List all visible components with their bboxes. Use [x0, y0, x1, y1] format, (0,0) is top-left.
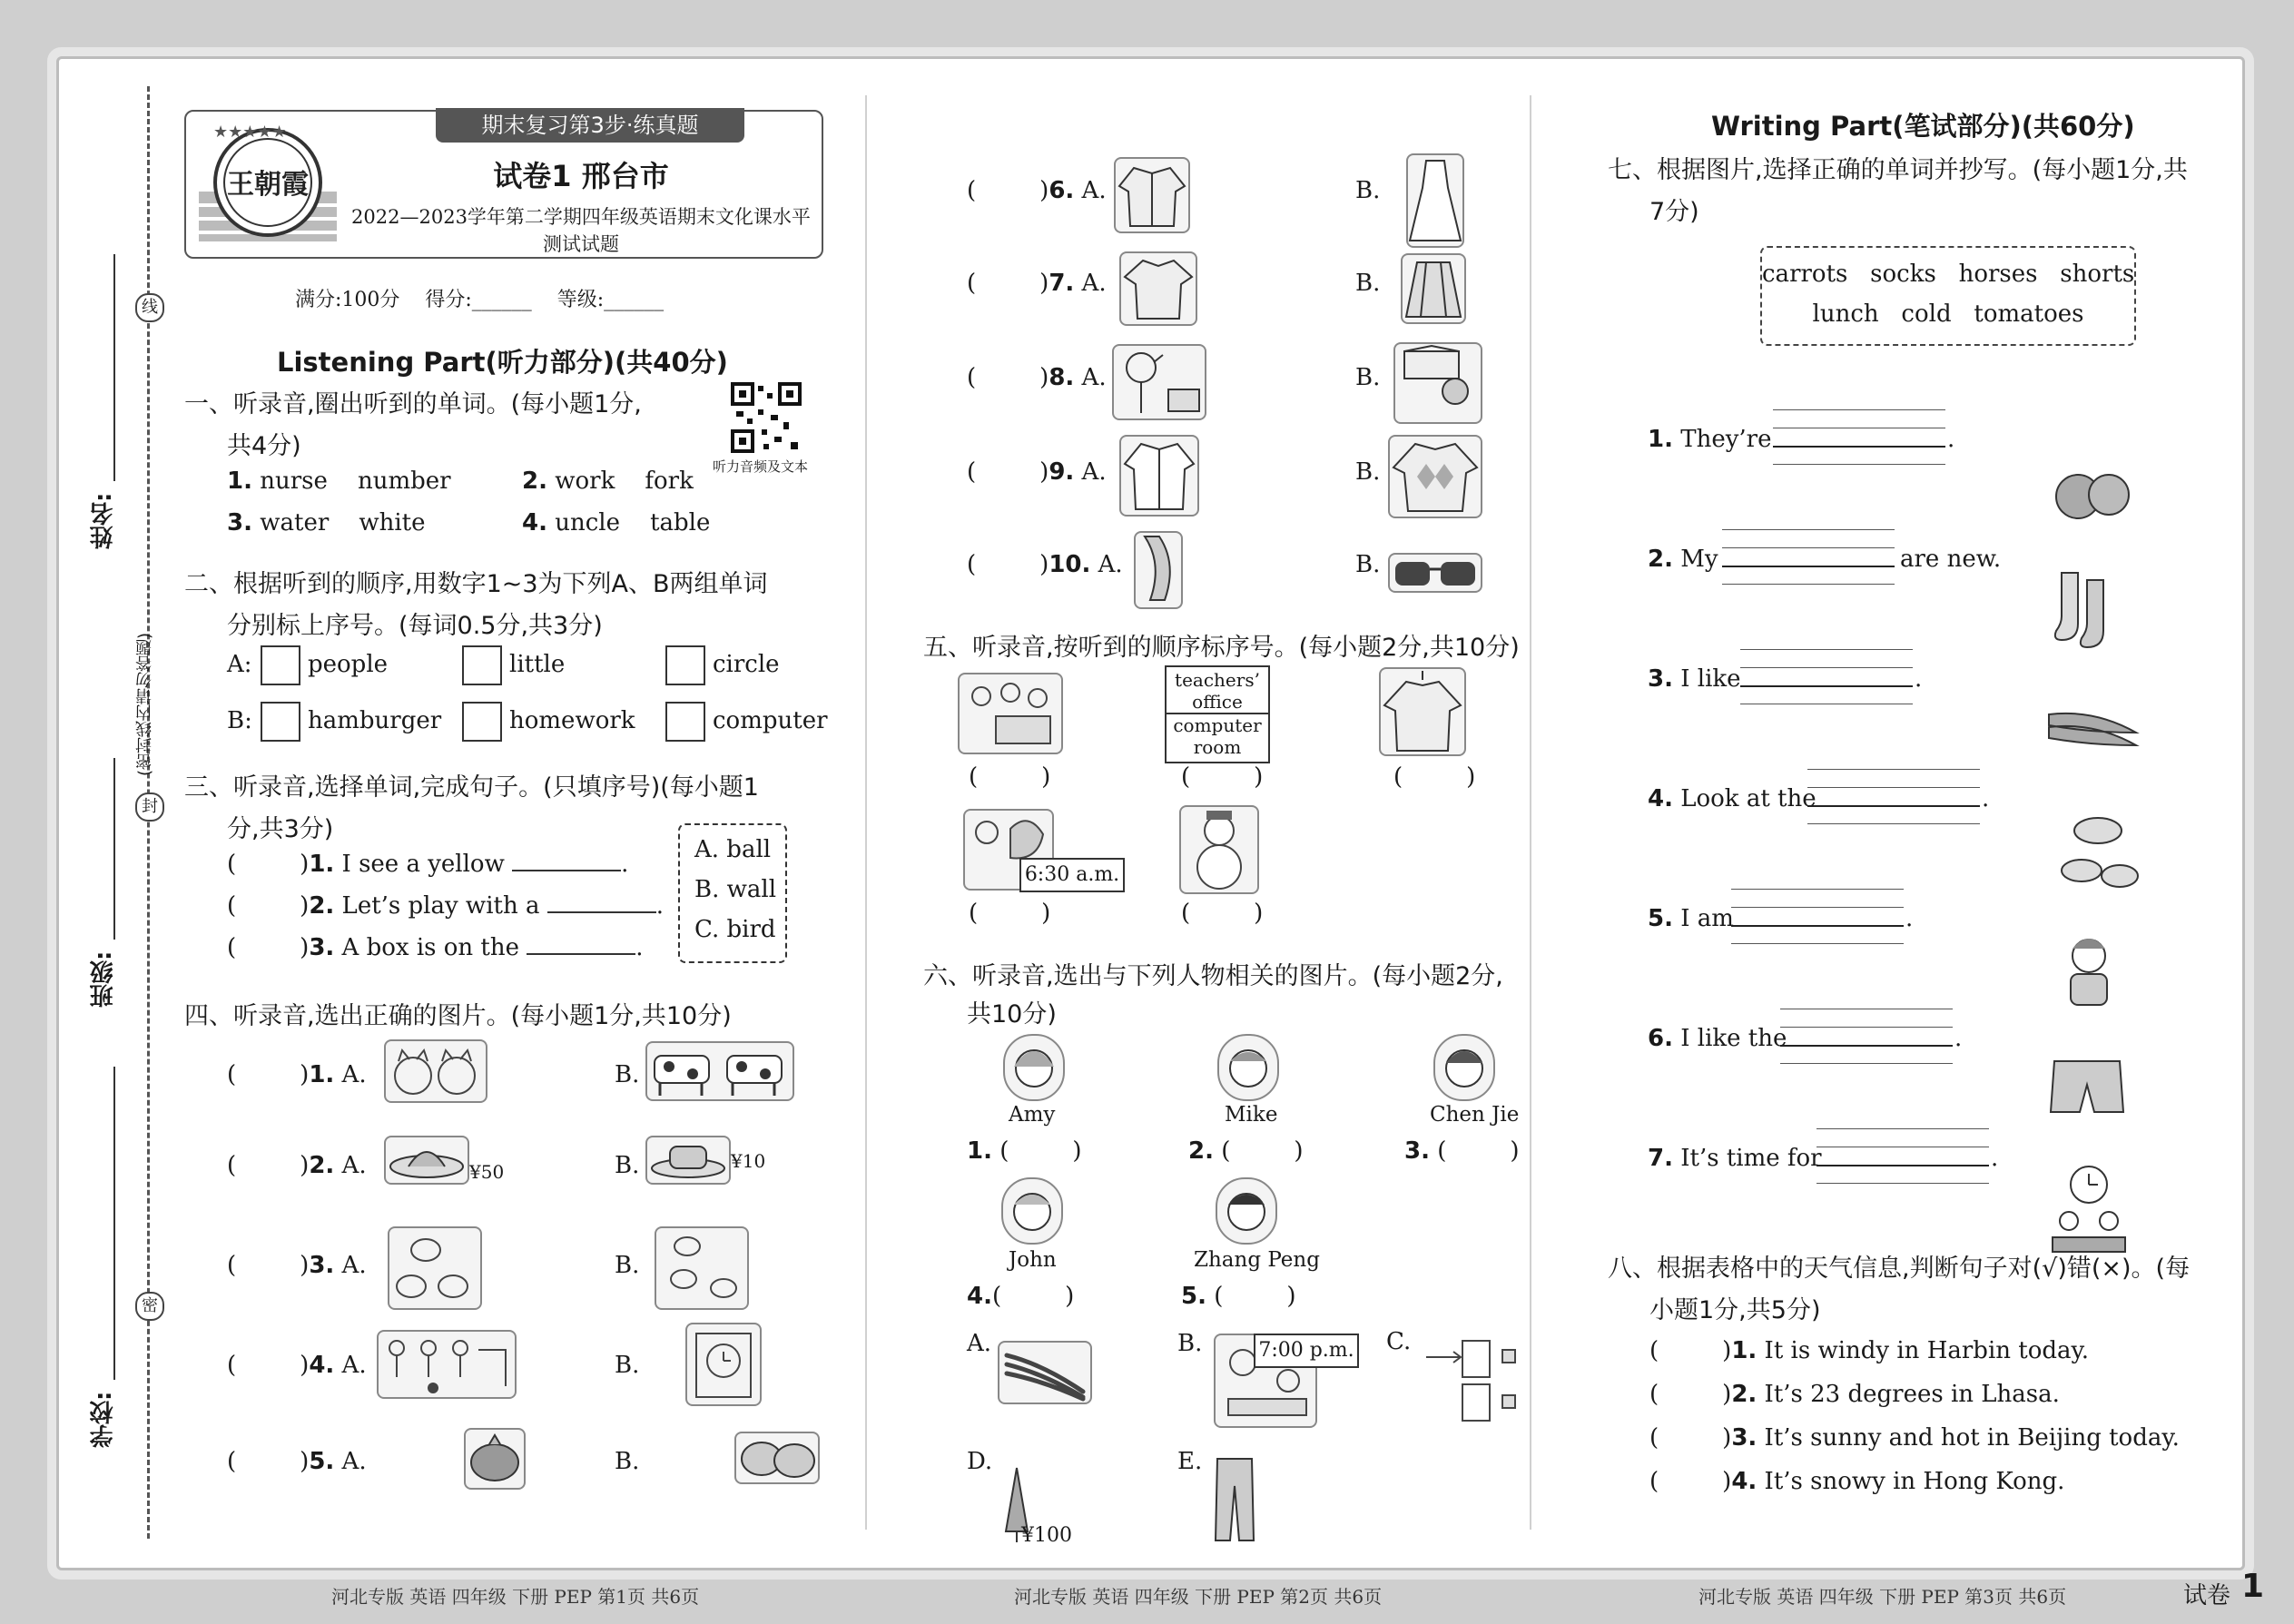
order-box[interactable] — [665, 645, 705, 685]
s4-item: ( )5. A. — [227, 1448, 367, 1475]
s3-item: ( )1. I see a yellow . — [227, 851, 629, 878]
seal-mark-mi: 密 — [135, 1292, 164, 1321]
clock-image[interactable] — [685, 1323, 762, 1406]
qr-caption: 听力音频及文本 — [713, 458, 809, 475]
writing-lines[interactable] — [1773, 409, 1945, 464]
s1-word[interactable]: work — [555, 468, 615, 495]
s3-option: A. ball — [694, 836, 772, 863]
sign-text: office — [1192, 691, 1243, 713]
s1-word[interactable]: water — [260, 509, 330, 536]
s4-item: ( )3. A. — [227, 1252, 367, 1279]
s1-item: 3. water white — [227, 509, 426, 536]
chen-jie-avatar — [1433, 1034, 1495, 1101]
score-line: 满分:100分 得分:______ 等级:______ — [295, 289, 665, 311]
zhang-peng-avatar — [1216, 1177, 1277, 1245]
s3-title-2: 分,共3分) — [227, 815, 334, 843]
header-box — [184, 110, 823, 259]
dress-image[interactable] — [1406, 153, 1464, 248]
s5-answer: ( ) — [969, 763, 1051, 791]
s5-answer: ( ) — [1181, 763, 1264, 791]
answer-blank[interactable] — [547, 911, 656, 913]
seal-warning: (密封线内请勿答题) — [135, 632, 154, 776]
sign-text: room — [1193, 736, 1242, 758]
s7-item: 5. I am — [1648, 905, 1734, 932]
s6-option-label: E. — [1177, 1448, 1203, 1475]
john-avatar — [1001, 1177, 1063, 1245]
s7-item-end: are new. — [1900, 546, 2002, 573]
scarf-image[interactable] — [1134, 531, 1183, 609]
s3-option: C. bird — [694, 916, 776, 943]
person-name: Amy — [1009, 1103, 1056, 1127]
person-name: Zhang Peng — [1194, 1248, 1320, 1272]
writing-lines[interactable] — [1816, 1128, 1989, 1183]
order-box[interactable] — [462, 702, 502, 742]
s6-option-label: D. — [967, 1448, 993, 1475]
s2-b-item: homework — [462, 702, 635, 742]
logo-text: 王朝霞 — [227, 169, 309, 201]
s2-title-2: 分别标上序号。(每词0.5分,共3分) — [227, 612, 603, 640]
s3-option: B. wall — [694, 876, 777, 903]
s1-word[interactable]: table — [650, 509, 711, 536]
skirt-image[interactable] — [1401, 253, 1466, 324]
s7-item-end: . — [1905, 905, 1914, 932]
checklist-image[interactable] — [1421, 1334, 1524, 1432]
s3-title: 三、听录音,选择单词,完成句子。(只填序号)(每小题1 — [184, 773, 759, 802]
writing-lines[interactable] — [1731, 889, 1904, 943]
s1-item: 2. work fork — [522, 468, 694, 495]
s6-title-2: 共10分) — [967, 1000, 1057, 1029]
shirt-image[interactable] — [1119, 435, 1199, 517]
s7-item-end: . — [1954, 1025, 1963, 1052]
s7-item: 6. I like the — [1648, 1025, 1787, 1052]
sign-text: computer — [1173, 714, 1262, 736]
s1-item: 1. nurse number — [227, 468, 451, 495]
s1-word[interactable]: uncle — [555, 509, 620, 536]
column-divider — [865, 95, 867, 1530]
s8-title: 八、根据表格中的天气信息,判断句子对(√)错(×)。(每 — [1608, 1255, 2191, 1283]
class-field[interactable] — [113, 758, 115, 940]
cold-boy-image — [2054, 929, 2123, 1010]
hat-price-a: ¥50 — [469, 1161, 505, 1183]
sign-text: teachers’ — [1175, 669, 1260, 691]
s8-item: ( )1. It is windy in Harbin today. — [1649, 1337, 2090, 1364]
writing-lines[interactable] — [1722, 529, 1895, 584]
order-box[interactable] — [261, 645, 300, 685]
s4-item: ( )10. A. — [967, 551, 1123, 578]
s8-item: ( )3. It’s sunny and hot in Beijing today. — [1649, 1424, 2180, 1452]
tomatoes-image — [2047, 462, 2138, 527]
word-bank-row: lunch cold tomatoes — [1812, 300, 2084, 328]
listening-title: Listening Part(听力部分)(共40分) — [277, 347, 728, 378]
s6-option-label: C. — [1386, 1328, 1412, 1355]
s4-item: ( )6. A. — [967, 177, 1107, 204]
s6-option-label: B. — [1177, 1330, 1203, 1357]
class-label: 班级: — [90, 950, 117, 1008]
person-name: Chen Jie — [1430, 1103, 1520, 1127]
s7-item: 4. Look at the — [1648, 785, 1816, 812]
s3-options-box — [678, 823, 787, 963]
s7-item: 3. I like — [1648, 665, 1741, 693]
beans-image[interactable] — [998, 1341, 1092, 1404]
s1-title: 一、听录音,圈出听到的单词。(每小题1分, — [184, 390, 642, 418]
word-bank-row: carrots socks horses shorts — [1762, 261, 2135, 288]
hens-image[interactable] — [388, 1226, 482, 1310]
page-footer-2: 河北专版 英语 四年级 下册 PEP 第2页 共6页 — [1014, 1586, 1383, 1608]
cats-image[interactable] — [384, 1039, 487, 1103]
s4-option-b: B. — [1355, 177, 1381, 204]
person-name: John — [1009, 1248, 1057, 1272]
s1-word[interactable]: number — [357, 468, 451, 495]
s4-item: ( )2. A. — [227, 1152, 367, 1179]
s3-item: ( )3. A box is on the . — [227, 934, 644, 961]
seal-mark-xian: 线 — [135, 293, 164, 322]
answer-blank[interactable] — [512, 870, 621, 871]
footer-number: 1 — [2241, 1568, 2265, 1605]
exam-title: 试卷1 邢台市 — [493, 159, 669, 193]
s5-answer: ( ) — [1393, 763, 1476, 791]
jacket-image[interactable] — [1114, 157, 1190, 233]
s7-item: 2. My — [1648, 546, 1718, 573]
s4-item: ( )8. A. — [967, 364, 1107, 391]
s8-item: ( )2. It’s 23 degrees in Lhasa. — [1649, 1381, 2060, 1408]
school-field[interactable] — [113, 1067, 115, 1380]
s7-item-end: . — [1947, 426, 1955, 453]
s1-item: 4. uncle table — [522, 509, 711, 536]
s1-word[interactable]: fork — [645, 468, 694, 495]
s6-option-label: A. — [967, 1330, 992, 1357]
s4-option-b: B. — [615, 1152, 640, 1179]
coat-image[interactable] — [1379, 667, 1466, 756]
classroom-image[interactable] — [958, 673, 1063, 754]
umbrella-price: ¥100 — [1021, 1524, 1072, 1547]
sweater-image[interactable] — [1388, 435, 1482, 518]
s2-a-item: people — [261, 645, 388, 685]
pants-image[interactable] — [1210, 1453, 1259, 1548]
s3-item: ( )2. Let’s play with a . — [227, 892, 664, 920]
s7-title-2: 7分) — [1649, 198, 1699, 226]
mike-avatar — [1217, 1034, 1279, 1101]
socks-image — [2051, 567, 2118, 658]
s4-option-b: B. — [1355, 551, 1381, 578]
s2-a-item: little — [462, 645, 565, 685]
s6-item: 5. ( ) — [1181, 1283, 1296, 1310]
s5-title: 五、听录音,按听到的顺序标序号。(每小题2分,共10分) — [923, 634, 1520, 662]
publisher-logo — [195, 119, 340, 251]
exam-subtitle: 2022—2023学年第二学期四年级英语期末文化课水平测试试题 — [351, 206, 811, 255]
boy-farm-image[interactable] — [1393, 342, 1482, 424]
s7-item-end: . — [1915, 665, 1923, 693]
s2-b-label: B: — [227, 707, 252, 734]
s4-option-b: B. — [615, 1252, 640, 1279]
s6-title: 六、听录音,选出与下列人物相关的图片。(每小题2分, — [923, 962, 1503, 990]
s7-item: 1. They’re — [1648, 426, 1772, 453]
s1-word[interactable]: white — [359, 509, 426, 536]
writing-lines[interactable] — [1740, 649, 1913, 704]
lunch-image — [2045, 1161, 2132, 1261]
word-bank — [1760, 246, 2136, 346]
s6-item: 1. ( ) — [967, 1137, 1082, 1165]
s1-word[interactable]: nurse — [260, 468, 328, 495]
column-divider — [1530, 95, 1531, 1530]
writing-lines[interactable] — [1807, 769, 1980, 823]
name-field[interactable] — [113, 254, 115, 481]
room-sign[interactable] — [1165, 665, 1270, 763]
order-box[interactable] — [665, 702, 705, 742]
s4-option-b: B. — [615, 1448, 640, 1475]
s2-b-item: hamburger — [261, 702, 441, 742]
seal-mark-feng: 封 — [135, 792, 164, 822]
order-box[interactable] — [462, 645, 502, 685]
s4-option-b: B. — [1355, 458, 1381, 486]
s7-title: 七、根据图片,选择正确的单词并抄写。(每小题1分,共 — [1608, 156, 2188, 184]
footer-tag: 试卷 — [2183, 1582, 2231, 1609]
s4-option-b: B. — [615, 1061, 640, 1088]
kids-playing-image[interactable] — [377, 1330, 517, 1399]
s7-item-end: . — [1991, 1145, 1999, 1172]
amy-avatar — [1003, 1034, 1065, 1101]
exam-sheet — [56, 56, 2265, 1609]
s4-item: ( )9. A. — [967, 458, 1107, 486]
s8-title-2: 小题1分,共5分) — [1649, 1296, 1821, 1324]
cows-image[interactable] — [645, 1041, 794, 1101]
page-footer-3: 河北专版 英语 四年级 下册 PEP 第3页 共6页 — [1698, 1586, 2067, 1608]
s2-title: 二、根据听到的顺序,用数字1~3为下列A、B两组单词 — [184, 570, 768, 598]
boy-drinking-image[interactable] — [1112, 344, 1206, 420]
person-name: Mike — [1225, 1103, 1278, 1127]
s4-option-b: B. — [615, 1352, 640, 1379]
s6-item: 4.( ) — [967, 1283, 1075, 1310]
t-shirt-image[interactable] — [1119, 251, 1197, 326]
hat-price-b: ¥10 — [731, 1150, 766, 1172]
horses-image — [2053, 802, 2143, 900]
s4-item: ( )4. A. — [227, 1352, 367, 1379]
writing-title: Writing Part(笔试部分)(共60分) — [1711, 111, 2135, 142]
school-label: 学校: — [90, 1391, 117, 1448]
carrots-image — [2034, 696, 2143, 754]
hat-image[interactable] — [645, 1136, 731, 1185]
hat-image[interactable] — [384, 1136, 469, 1185]
s8-item: ( )4. It’s snowy in Hong Kong. — [1649, 1468, 2065, 1495]
s7-item: 7. It’s time for — [1648, 1145, 1822, 1172]
s2-a-label: A: — [227, 651, 252, 678]
eggplant-image[interactable] — [464, 1428, 526, 1490]
s5-answer: ( ) — [1181, 900, 1264, 927]
shorts-image — [2047, 1056, 2127, 1117]
ducks-image[interactable] — [655, 1226, 749, 1310]
s7-item-end: . — [1982, 785, 1990, 812]
snowman-image[interactable] — [1179, 805, 1259, 894]
s4-item: ( )7. A. — [967, 270, 1107, 297]
sunglasses-image[interactable] — [1388, 553, 1482, 593]
s4-option-b: B. — [1355, 364, 1381, 391]
potatoes-image[interactable] — [734, 1432, 820, 1484]
answer-blank[interactable] — [527, 953, 635, 955]
s4-option-b: B. — [1355, 270, 1381, 297]
s2-a-item: circle — [665, 645, 780, 685]
s6-item: 2. ( ) — [1188, 1137, 1304, 1165]
time-label: 7:00 p.m. — [1254, 1334, 1359, 1368]
s4-item: ( )1. A. — [227, 1061, 367, 1088]
svg-text:★★★★★: ★★★★★ — [213, 123, 287, 142]
time-label: 6:30 a.m. — [1019, 858, 1125, 892]
s4-title: 四、听录音,选出正确的图片。(每小题1分,共10分) — [184, 1002, 732, 1030]
page-footer-1: 河北专版 英语 四年级 下册 PEP 第1页 共6页 — [331, 1586, 700, 1608]
qr-code[interactable] — [731, 382, 802, 453]
writing-lines[interactable] — [1780, 1009, 1953, 1063]
banner: 期末复习第3步·练真题 — [436, 108, 744, 143]
s6-item: 3. ( ) — [1404, 1137, 1520, 1165]
s5-answer: ( ) — [969, 900, 1051, 927]
name-label: 姓名: — [90, 492, 117, 549]
s1-title-2: 共4分) — [227, 432, 301, 460]
order-box[interactable] — [261, 702, 300, 742]
s2-b-item: computer — [665, 702, 828, 742]
